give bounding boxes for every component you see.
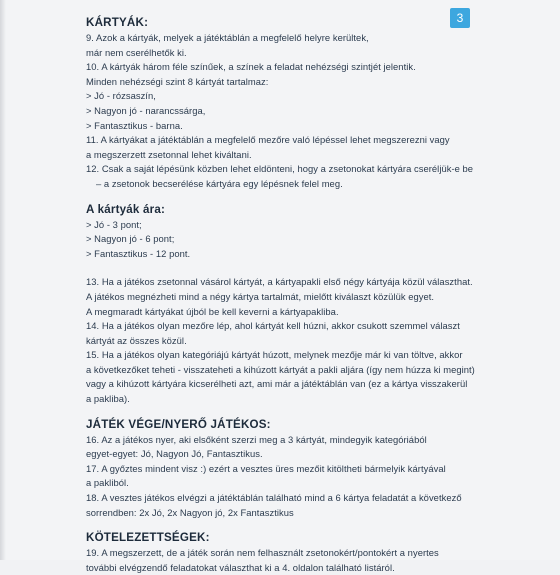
text-line: A játékos megnézheti mind a négy kártya tartalmát, mielőtt kiválaszt közülük egyet. — [86, 290, 435, 302]
text-line: a pakliba). — [86, 393, 130, 405]
text-line: 12. Csak a saját lépésünk közben lehet eldönteni, hogy a zsetonokat kártyára cseréljük-e be — [86, 163, 474, 175]
list-item: > Nagyon jó - narancssárga, — [86, 104, 206, 116]
text-line: – a zsetonok becserélése kártyára egy lépésnek felel meg. — [96, 177, 343, 189]
list-item: > Jó - 3 pont; — [86, 218, 142, 230]
section-heading-kartyak: KÁRTYÁK: — [86, 16, 149, 29]
text-line: már nem cserélhetők ki. — [86, 46, 187, 58]
section-heading-jatek-vege: JÁTÉK VÉGE/NYERŐ JÁTÉKOS: — [86, 417, 271, 431]
text-line: 16. Az a játékos nyer, aki elsőként szerzi meg a 3 kártyát, mindegyik kategóriából — [86, 433, 427, 445]
page-content — [86, 15, 526, 575]
text-line: 14. Ha a játékos olyan mezőre lép, ahol kártyát kell húzni, akkor csukott szemmel választ — [86, 320, 460, 332]
page-edge-shadow — [0, 0, 6, 560]
section-heading-kartyak-ara: A kártyák ára: — [86, 202, 166, 216]
text-line: 15. Ha a játékos olyan kategóriájú kártyát húzott, melynek mezője már ki van töltve, akkor — [86, 349, 463, 361]
text-line: 19. A megszerzett, de a játék során nem felhasznált zsetonokért/pontokért a nyertes — [86, 547, 439, 559]
text-line: a megszerzett zsetonnal lehet kiváltani. — [86, 148, 252, 160]
section-heading-kotelezettsegek: KÖTELEZETTSÉGEK: — [86, 531, 210, 545]
text-line: 18. A vesztes játékos elvégzi a játéktáblán található mind a 6 kártya feladatát a következő — [86, 492, 462, 504]
text-line: 13. Ha a játékos zsetonnal vásárol kártyát, a kártyapakli első négy kártyája közül választhat. — [86, 276, 473, 288]
list-item: > Nagyon jó - 6 pont; — [86, 233, 175, 245]
text-line: 11. A kártyákat a játéktáblán a megfelelő mezőre való lépéssel lehet megszerezni vagy — [86, 134, 450, 146]
text-line: további elvégzendő feladatokat választhat ki a 4. oldalon található listáról. — [86, 561, 395, 573]
text-line: 10. A kártyák három féle színűek, a színek a feladat nehézségi szintjét jelentik. — [86, 61, 416, 73]
text-line: kártyát az összes közül. — [86, 334, 187, 346]
text-line: a következőket teheti - visszateheti a kihúzott kártyát a pakli aljára (így nem húzza ki megint) — [86, 363, 475, 375]
list-item: > Fantasztikus - 12 pont. — [86, 247, 191, 259]
text-line: 9. Azok a kártyák, melyek a játéktáblán a megfelelő helyre kerültek, — [86, 32, 369, 43]
text-line: a pakliból. — [86, 477, 129, 489]
list-item: > Fantasztikus - barna. — [86, 119, 183, 131]
text-line: Minden nehézségi szint 8 kártyát tartalmaz: — [86, 75, 269, 87]
text-line: egyet-egyet: Jó, Nagyon Jó, Fantasztikus. — [86, 448, 263, 460]
text-line: vagy a kihúzott kártyára kicserélheti azt, ami már a játéktáblán van (ez a kártya visszakerül — [86, 378, 468, 390]
list-item: > Jó - rózsaszín, — [86, 90, 156, 102]
page-number-badge: 3 — [450, 8, 470, 28]
text-line: sorrendben: 2x Jó, 2x Nagyon jó, 2x Fantasztikus — [86, 506, 294, 518]
text-line: 17. A győztes mindent visz :) ezért a vesztes üres mezőit kitöltheti bármelyik kártyával — [86, 462, 446, 474]
text-line: A megmaradt kártyákat újból be kell keverni a kártyapakliba. — [86, 305, 339, 317]
